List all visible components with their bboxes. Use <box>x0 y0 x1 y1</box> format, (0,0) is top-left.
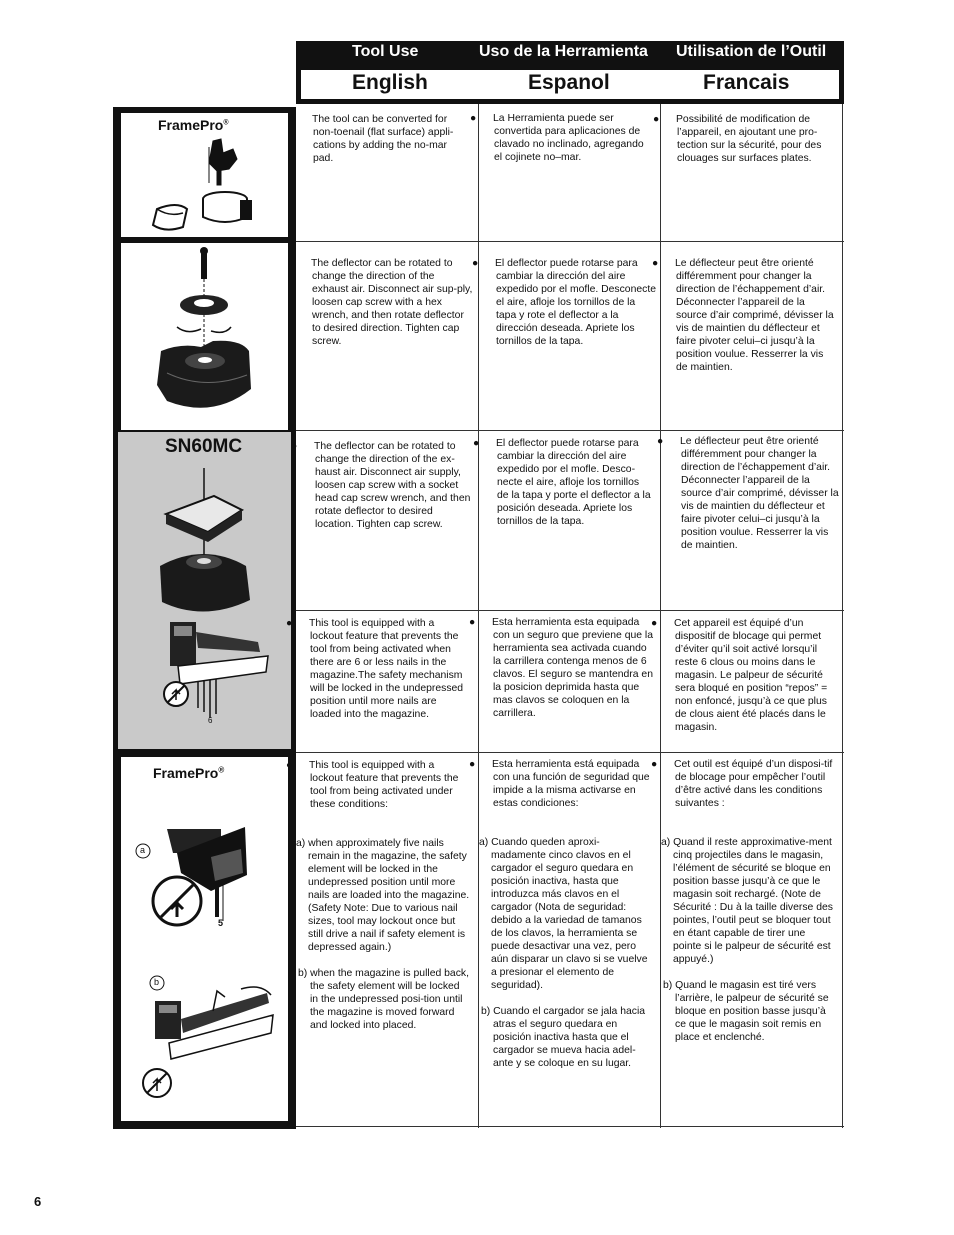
framepro-label: FramePro® <box>158 117 229 133</box>
row2-francais: ● Le déflecteur peut être orienté différemment pour changer la direction de l’échappement d’air. Déconnecter l’appareil de la source d’air comprimé, dévisser la vis de maintien du déflecteur et faire pivoter celui–ci jusqu’à la position voulue. Resserrer la vis de maintien. <box>652 258 834 373</box>
row5-english-b: b) when the magazine is pulled back, the safety element will be locked in the undepressed posi-tion until the magazine is moved forward and locked into placed. <box>298 968 469 1031</box>
row1-espanol: ● La Herramienta puede ser convertida para aplicaciones de clavado no inclinado, agregando el cojinete no–mar. <box>470 113 644 163</box>
header-tool-use-en: Tool Use <box>352 43 419 60</box>
row4-espanol: ● Esta herramienta esta equipada con un seguro que previene que la herramienta sea activada cuando la carrillera contenga menos de 6 clavos. El seguro se mantendra en la posicion deprimida hasta que mas clavos se coloquen en la carrillera. <box>469 617 654 719</box>
row5-espanol: ● Esta herramienta está equipada con una función de seguridad que impide a la misma activarse en estas condiciones: a) Cuando queden aproxi-madamente cinco clavos en el cargador el seguro quedara en posición inactiva, hasta que introduzca más clavos en el cargador (Nota de seguridad: debido a la variedad de tamanos de los clavos, la herramienta se puede desactivar una vez, pero aún disparar un clavo si se vuelve a presionar el elemento de seguridad). b) Cuando el cargador se jala hacia atras el seguro quedara en posición inactiva hasta que el cargador se mueva hacia adel-ante y se coloque en su lugar. <box>481 758 653 1070</box>
table-right-border <box>842 104 843 1128</box>
row5-espanol-b: b) Cuando el cargador se jala hacia atras el seguro quedara en posición inactiva hasta que el cargador se mueva hacia adel-ante y se coloque en su lugar. <box>481 1006 646 1069</box>
deflector-exploded-illustration <box>121 243 288 430</box>
header-english: English <box>352 71 428 94</box>
sn60mc-label: SN60MC <box>165 436 243 457</box>
row3-espanol: ● El deflector puede rotarse para cambiar la dirección del aire expedido por el mofle. Desco-necte el aire, afloje los tornillos de la tapa y porte el deflector a la posición deseada. Apriete los tornillos de la tapa. <box>473 438 651 527</box>
header-francais: Francais <box>703 71 790 94</box>
callout-5: 5 <box>218 918 224 928</box>
framepro-lockout-panel <box>121 757 288 1121</box>
row5-espanol-a: a) Cuando queden aproxi-madamente cinco clavos en el cargador el seguro quedara en posición inactiva, hasta que introduzca más clavos en el cargador (Nota de seguridad: debido a la variedad de tamanos de los clavos, la herramienta se puede desactivar una vez, pero aún disparar un clavo si se vuelve a presionar el elemento de seguridad). <box>479 837 648 991</box>
sn60mc-nailer-illustration <box>118 432 291 749</box>
tool-use-header-bar <box>296 41 844 65</box>
row5-francais-a: a) Quand il reste approximative-ment cinq projectiles dans le magasin, l’élément de sécurité se bloque en position basse jusqu’à ce que le magasin soit rechargé. (Note de Sécurité : Du à la taille diverse des pointes, l’outil peut se bloquer tout en étant capable de tirer une pointe si le palpeur de sécurité est appuyé.) <box>661 837 833 965</box>
row5-english-a: a) when approximately five nails remain in the magazine, the safety element will be locked in the undepressed position until more nails are loaded into the magazine. (Safety Note: Due to various nail sizes, tool may lockout once but still drive a nail if safety element is depressed again.) <box>296 838 470 953</box>
lockout-illustration <box>121 757 288 1121</box>
table-bottom-border <box>296 1126 844 1127</box>
header-espanol: Espanol <box>528 71 610 94</box>
row4-francais: ● Cet appareil est équipé d’un dispositif de blocage qui permet d’éviter qu’il soit activé lorsqu’il reste 6 clous ou moins dans le magasin. Le palpeur de sécurité sera bloqué en position “repos” = non enfoncé, jusqu’à ce que plus de clous aient été placés dans le magasin. <box>651 618 828 733</box>
row5-francais-b: b) Quand le magasin est tiré vers l’arrière, le palpeur de sécurité se bloque en position basse jusqu’à ce que le magasin soit remis en place et enclenché. <box>663 980 829 1043</box>
callout-6: 6 <box>208 716 213 725</box>
header-tool-use-es: Uso de la Herramienta <box>479 43 648 60</box>
row3-francais: ● Le déflecteur peut être orienté différemment pour changer la direction de l’échappement d’air. Déconnecter l’appareil de la source d’air comprimé, dévisser la vis de maintien du déflecteur et faire pivoter celui–ci jusqu’à la position voulue. Resserrer la vis de maintien. <box>657 436 839 551</box>
row-divider-1 <box>296 241 844 242</box>
row2-espanol: ● El deflector puede rotarse para cambiar la dirección del aire expedido por el mofle. Desconecte el aire, afloje los tornillos de la tapa y rote el deflector a la dirección deseada. Apriete los tornillos de la tapa. <box>472 258 656 347</box>
row3-english: ● The deflector can be rotated to change the direction of the ex-haust air. Disconnect air supply, loosen cap screw with a socket head cap screw wrench, and then rotate deflector to desired location. Tighten cap screw. <box>291 441 471 530</box>
column-divider-fr <box>660 104 661 1128</box>
row-divider-3 <box>296 610 844 611</box>
callout-a: a <box>140 845 146 855</box>
framepro-no-mar-pad-panel <box>121 113 288 237</box>
callout-b: b <box>154 977 160 987</box>
row5-english: ● This tool is equipped with a lockout feature that prevents the tool from being activated under these conditions: a) when approximately five nails remain in the magazine, the safety element will be locked in the undepressed position until more nails are loaded into the magazine. (Safety Note: Due to various nail sizes, tool may lockout once but still drive a nail if safety element is depressed again.) b) when the magazine is pulled back, the safety element will be locked in the undepressed posi-tion until the magazine is moved forward and locked into placed. <box>286 760 470 1031</box>
header-tool-use-fr: Utilisation de l’Outil <box>676 43 827 60</box>
row1-francais: ● Possibilité de modification de l’appareil, en ajoutant une pro-tection sur la sécurité, pour des clouages sur surfaces plates. <box>653 114 822 164</box>
row-divider-4 <box>296 752 844 753</box>
row-divider-2 <box>296 430 844 431</box>
framepro-deflector-panel <box>121 243 288 430</box>
framepro-lockout-label: FramePro® <box>153 765 225 781</box>
no-mar-pad-illustration <box>121 113 288 237</box>
row4-english: ● This tool is equipped with a lockout feature that prevents the tool from being activated when there are 6 or less nails in the magazine.The safety mechanism will be locked in the undepressed position until more nails are loaded into the magazine. <box>286 618 464 720</box>
sn60mc-panel <box>118 432 291 749</box>
page-number: 6 <box>34 1194 42 1209</box>
row5-francais: ● Cet outil est équipé d’un disposi-tif de blocage pour empêcher l’outil d’être activé dans les conditions suivantes : a) Quand il reste approximative-ment cinq projectiles dans le magasin, l’élément de sécurité se bloque en position basse jusqu’à ce que le magasin soit rechargé. (Note de Sécurité : Du à la taille diverse des pointes, l’outil peut se bloquer tout en étant capable de tirer une pointe si le palpeur de sécurité est appuyé.) b) Quand le magasin est tiré vers l’arrière, le palpeur de sécurité se bloque en position basse jusqu’à ce que le magasin soit remis en place et enclenché. <box>663 758 835 1044</box>
row1-english: ● The tool can be converted for non-toenail (flat surface) appli-cations by adding the no-mar pad. <box>289 114 454 164</box>
row2-english: ● The deflector can be rotated to change the direction of the exhaust air. Disconnect air sup-ply, loosen cap screw with a hex wrench, and then rotate deflector to desired direction. Tighten cap screw. <box>288 258 473 347</box>
language-header <box>301 70 839 99</box>
